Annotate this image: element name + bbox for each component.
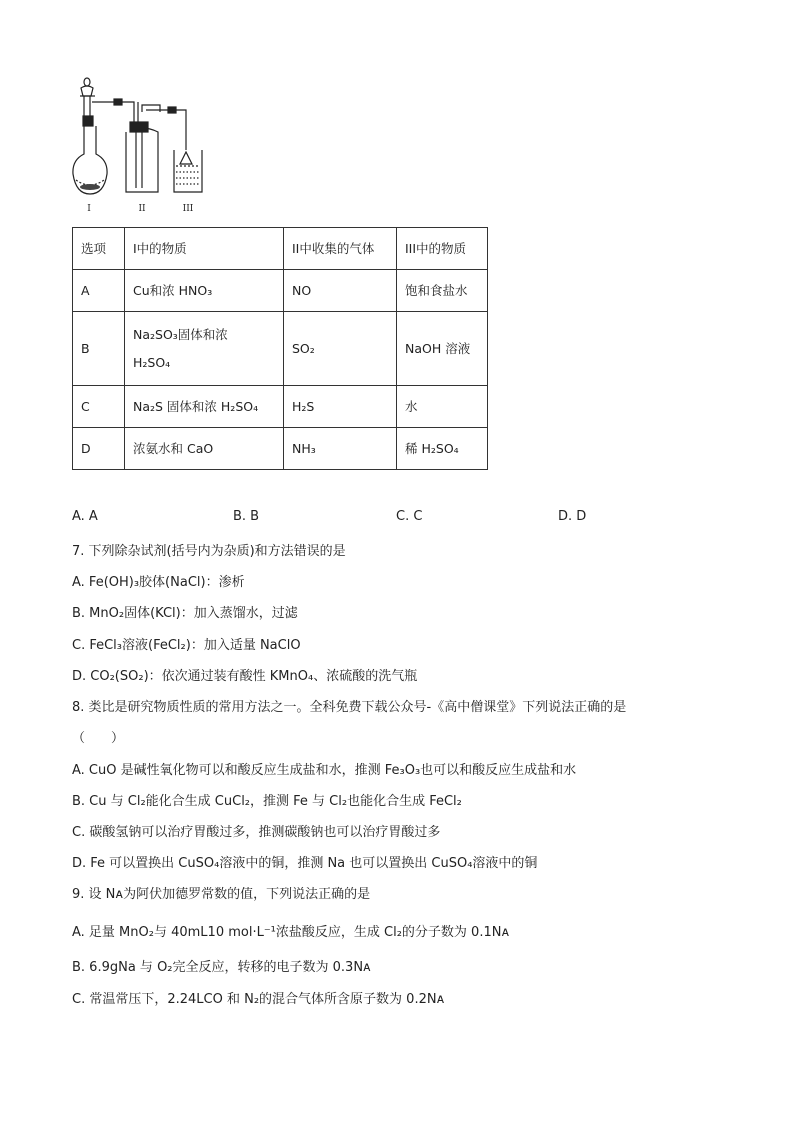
answer-a: A. A	[72, 509, 98, 524]
q9-option-c: C. 常温常压下，2.24LCO 和 N₂的混合气体所含原子数为 0.2Nᴀ	[72, 992, 445, 1007]
q7-option-a: A. Fe(OH)₃胶体(NaCl)：渗析	[72, 575, 245, 590]
table-row	[73, 312, 488, 386]
row-iii: NaOH 溶液	[397, 312, 488, 386]
label-III: III	[182, 204, 194, 214]
q7-option-b: B. MnO₂固体(KCl)：加入蒸馏水，过滤	[72, 606, 298, 621]
answer-b: B. B	[233, 509, 260, 524]
options-table	[72, 227, 488, 470]
row-ii: NO	[284, 270, 397, 312]
q7-option-c: C. FeCl₃溶液(FeCl₂)：加入适量 NaClO	[72, 638, 301, 653]
table-row	[73, 428, 488, 470]
q8-option-a: A. CuO 是碱性氧化物可以和酸反应生成盐和水，推测 Fe₃O₃也可以和酸反应生成盐和水	[72, 763, 577, 778]
table-row	[73, 386, 488, 428]
q8-stem: 8. 类比是研究物质性质的常用方法之一。全科免费下载公众号-《高中僧课堂》下列说法正确的是	[72, 700, 627, 715]
q7-stem: 7. 下列除杂试剂(括号内为杂质)和方法错误的是	[72, 544, 346, 559]
row-opt: A	[73, 270, 125, 312]
row-i: Cu和浓 HNO₃	[125, 270, 284, 312]
row-iii: 稀 H₂SO₄	[397, 428, 488, 470]
row-i-line1: Na₂SO₃固体和浓	[133, 326, 228, 342]
q8-paren: （ ）	[72, 731, 125, 746]
answer-d: D. D	[558, 509, 587, 524]
q8-option-c: C. 碳酸氢钠可以治疗胃酸过多，推测碳酸钠也可以治疗胃酸过多	[72, 825, 441, 840]
q7-option-d: D. CO₂(SO₂)：依次通过装有酸性 KMnO₄、浓硫酸的洗气瓶	[72, 669, 418, 684]
table-header-row	[73, 228, 488, 270]
row-i: Na₂S 固体和浓 H₂SO₄	[125, 386, 284, 428]
row-opt: B	[73, 312, 125, 386]
row-iii: 水	[397, 386, 488, 428]
label-II: II	[138, 204, 146, 214]
row-iii: 饱和食盐水	[397, 270, 488, 312]
label-I: I	[87, 204, 91, 214]
q9-option-b: B. 6.9gNa 与 O₂完全反应，转移的电子数为 0.3Nᴀ	[72, 960, 371, 975]
row-i: 浓氨水和 CaO	[125, 428, 284, 470]
q9-option-a: A. 足量 MnO₂与 40mL10 mol·L⁻¹浓盐酸反应，生成 Cl₂的分子数为 0.1Nᴀ	[72, 925, 510, 940]
apparatus-diagram	[70, 72, 210, 217]
header-opt: 选项	[73, 228, 125, 270]
q8-option-b: B. Cu 与 Cl₂能化合生成 CuCl₂，推测 Fe 与 Cl₂也能化合生成 FeCl₂	[72, 794, 462, 809]
q8-option-d: D. Fe 可以置换出 CuSO₄溶液中的铜，推测 Na 也可以置换出 CuSO₄溶液中的铜	[72, 856, 538, 871]
row-ii: H₂S	[284, 386, 397, 428]
row-i	[125, 312, 284, 386]
header-i: I中的物质	[125, 228, 284, 270]
q9-stem: 9. 设 Nᴀ为阿伏加德罗常数的值，下列说法正确的是	[72, 887, 371, 902]
row-i-line2: H₂SO₄	[133, 354, 171, 370]
row-opt: D	[73, 428, 125, 470]
table-row	[73, 270, 488, 312]
header-iii: III中的物质	[397, 228, 488, 270]
answer-c: C. C	[396, 509, 423, 524]
row-ii: SO₂	[284, 312, 397, 386]
header-ii: II中收集的气体	[284, 228, 397, 270]
row-opt: C	[73, 386, 125, 428]
row-ii: NH₃	[284, 428, 397, 470]
